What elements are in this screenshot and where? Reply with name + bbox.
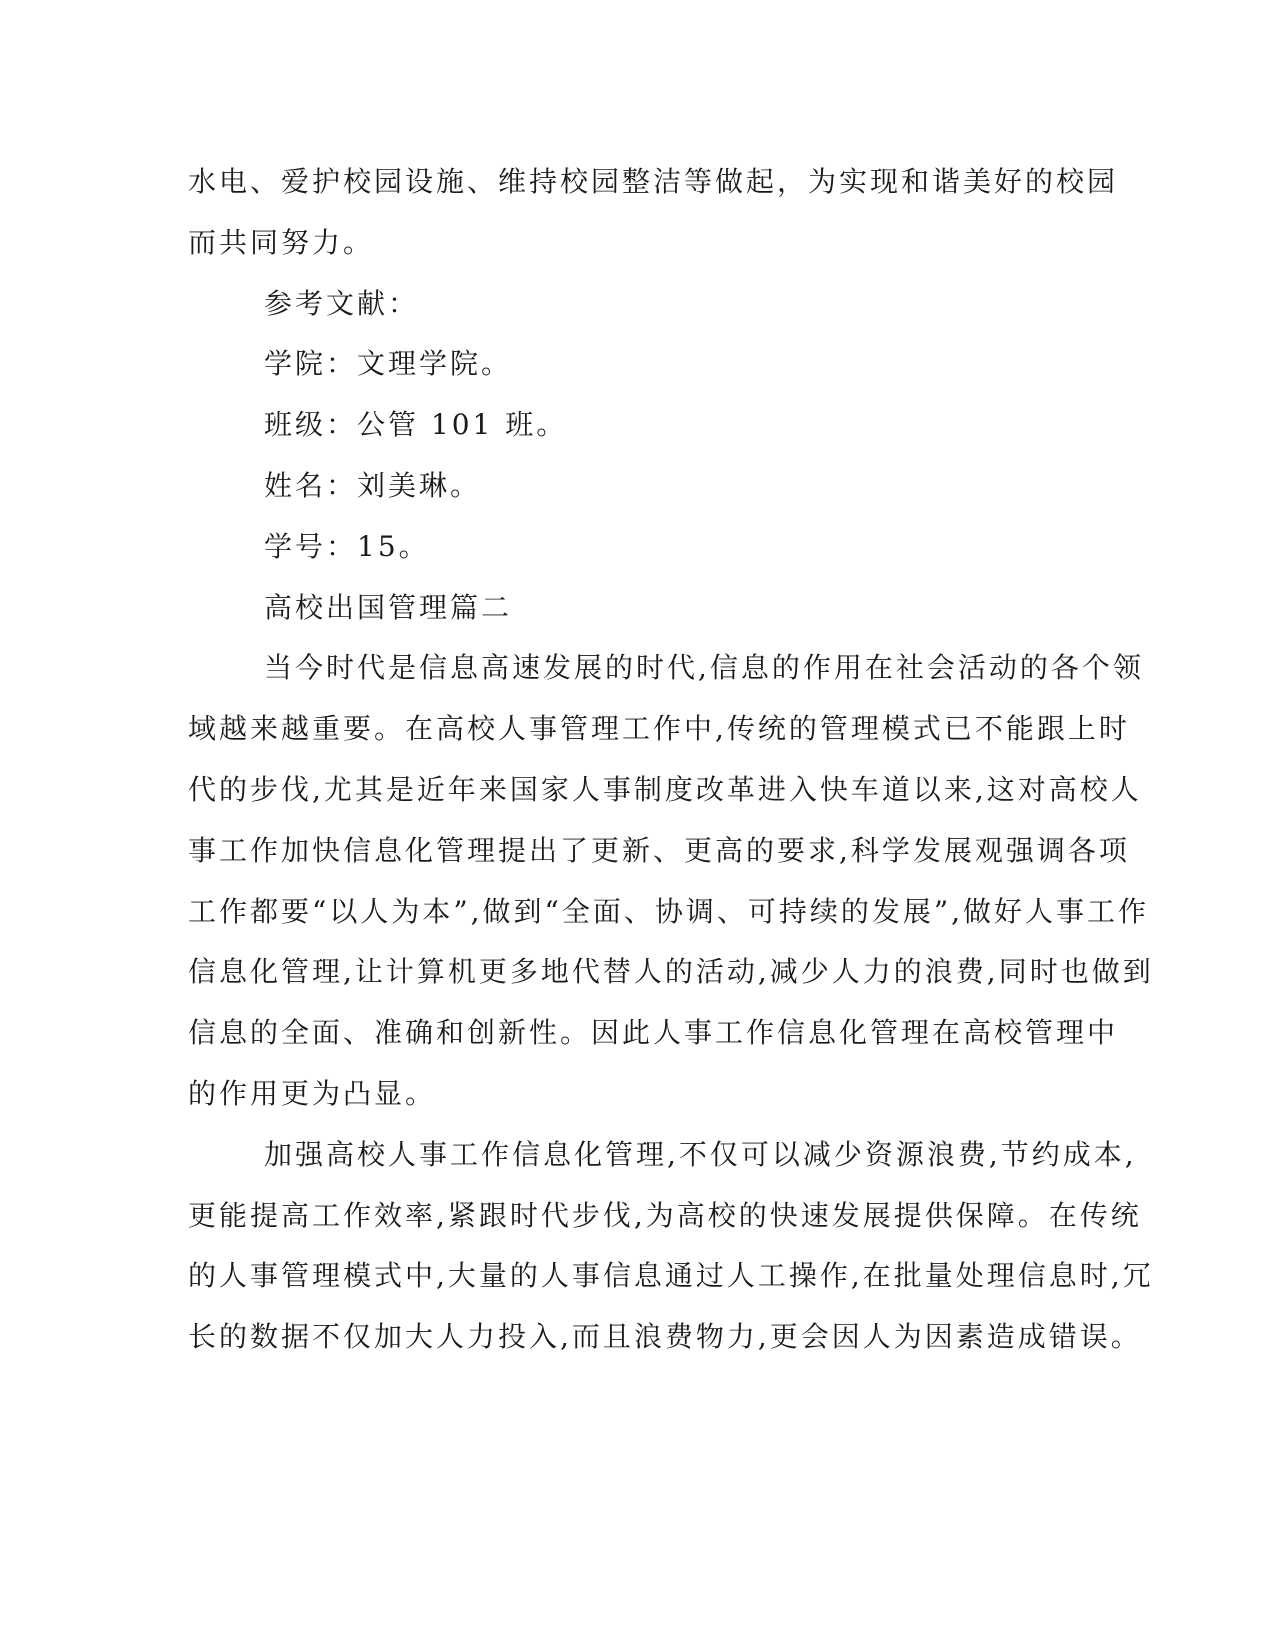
document-body bbox=[188, 152, 1154, 1368]
text-line: 事工作加快信息化管理提出了更新、更高的要求,科学发展观强调各项 bbox=[188, 833, 1130, 867]
section-title: 高校出国管理篇二 bbox=[264, 590, 513, 624]
text-line: 的人事管理模式中,大量的人事信息通过人工操作,在批量处理信息时,冗 bbox=[188, 1259, 1154, 1293]
class-line: 班级：公管 101 班。 bbox=[264, 408, 568, 442]
text-line: 信息的全面、准确和创新性。因此人事工作信息化管理在高校管理中 bbox=[188, 1016, 1119, 1050]
text-line: 而共同努力。 bbox=[188, 225, 375, 259]
references-heading: 参考文献： bbox=[264, 286, 420, 320]
text-line: 信息化管理,让计算机更多地代替人的活动,减少人力的浪费,同时也做到 bbox=[188, 955, 1154, 989]
text-line: 域越来越重要。在高校人事管理工作中,传统的管理模式已不能跟上时 bbox=[188, 712, 1130, 746]
text-line: 代的步伐,尤其是近年来国家人事制度改革进入快车道以来,这对高校人 bbox=[188, 772, 1142, 806]
text-line: 更能提高工作效率,紧跟时代步伐,为高校的快速发展提供保障。在传统 bbox=[188, 1198, 1142, 1232]
text-line: 当今时代是信息高速发展的时代,信息的作用在社会活动的各个领 bbox=[264, 651, 1144, 685]
text-line: 长的数据不仅加大人力投入,而且浪费物力,更会因人为因素造成错误。 bbox=[188, 1320, 1142, 1354]
text-line: 工作都要“以人为本”,做到“全面、协调、可持续的发展”,做好人事工作 bbox=[188, 894, 1150, 928]
college-line: 学院：文理学院。 bbox=[264, 347, 513, 381]
text-line: 水电、爱护校园设施、维持校园整洁等做起，为实现和谐美好的校园 bbox=[188, 165, 1119, 198]
text-line: 的作用更为凸显。 bbox=[188, 1076, 437, 1110]
text-line: 加强高校人事工作信息化管理,不仅可以减少资源浪费,节约成本, bbox=[264, 1137, 1137, 1171]
student-id-line: 学号：15。 bbox=[264, 529, 430, 563]
name-line: 姓名：刘美琳。 bbox=[264, 468, 482, 502]
